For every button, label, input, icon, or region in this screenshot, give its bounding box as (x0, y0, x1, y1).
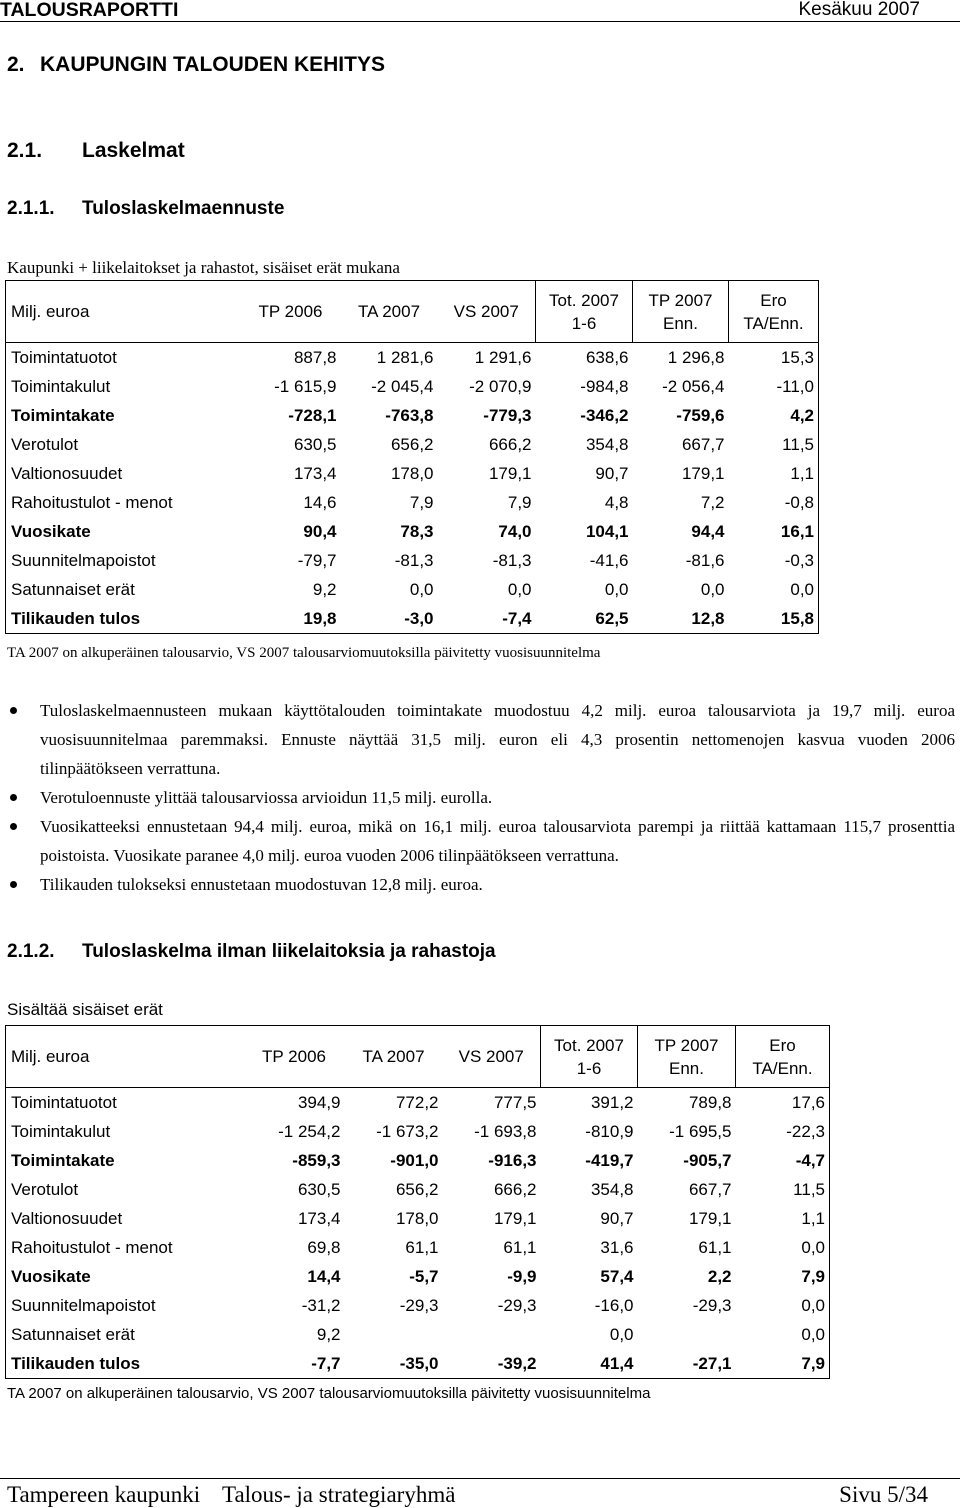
cell-value: 41,4 (600, 1354, 634, 1373)
cell-value: -29,3 (497, 1296, 537, 1315)
cell-value: 0,0 (609, 1325, 634, 1344)
table-row (6, 575, 819, 604)
cell-value: -3,0 (404, 609, 434, 628)
cell-value: 7,9 (801, 1267, 825, 1286)
report-title: TALOUSRAPORTTI (0, 0, 179, 21)
cell-value: 391,2 (590, 1093, 634, 1112)
cell-value: -81,6 (685, 551, 725, 570)
cell-value: -759,6 (676, 406, 725, 425)
table-row (6, 1117, 830, 1146)
cell-value: 667,7 (681, 435, 725, 454)
cell-value: 7,9 (409, 493, 434, 512)
cell-value: 178,0 (395, 1209, 439, 1228)
table-row (6, 1262, 830, 1291)
table-header-row (6, 281, 819, 343)
cell-value: 173,4 (297, 1209, 341, 1228)
cell-value: 0,0 (801, 1296, 825, 1315)
cell-value: -4,7 (795, 1151, 825, 1170)
column-header (736, 1026, 830, 1088)
section-title: KAUPUNGIN TALOUDEN KEHITYS (40, 53, 385, 76)
cell-value: -81,3 (492, 551, 532, 570)
cell-value: -901,0 (390, 1151, 439, 1170)
footer-unit: Talous- ja strategiaryhmä (222, 1482, 456, 1507)
cell-value: 7,9 (801, 1354, 825, 1373)
cell-value: 772,2 (395, 1093, 439, 1112)
cell-value: -9,9 (507, 1267, 537, 1286)
cell-value: 630,5 (293, 435, 337, 454)
cell-value: -2 045,4 (371, 377, 434, 396)
table-row (6, 1349, 830, 1379)
cell-value: -1 693,8 (474, 1122, 537, 1141)
row-label: Vuosikate (11, 522, 91, 541)
cell-value: -29,3 (399, 1296, 439, 1315)
forecast-heading-title: Tuloslaskelmaennuste (82, 198, 285, 219)
cell-value: 667,7 (688, 1180, 732, 1199)
cell-value: 15,3 (780, 348, 814, 367)
cell-value: 1 281,6 (376, 348, 434, 367)
cell-value: 1,1 (801, 1209, 825, 1228)
statement-table-caption: Sisältää sisäiset erät (7, 1000, 163, 1019)
cell-value: 666,2 (493, 1180, 537, 1199)
cell-value: 9,2 (312, 580, 337, 599)
cell-value: 656,2 (390, 435, 434, 454)
table-row (6, 1146, 830, 1175)
cell-value: -763,8 (385, 406, 434, 425)
cell-value: 78,3 (400, 522, 434, 541)
cell-value: 94,4 (691, 522, 725, 541)
column-header-line1: TA 2007 (362, 1047, 425, 1066)
column-header (638, 1026, 736, 1088)
cell-value: 0,0 (604, 580, 629, 599)
forecast-table-note: TA 2007 on alkuperäinen talousarvio, VS 2007 talousarviomuutoksilla päivitetty vuosisuunnitelma (7, 645, 601, 661)
row-label: Tilikauden tulos (11, 609, 141, 628)
table-row (6, 546, 819, 575)
column-header-line2: TA/Enn. (743, 313, 804, 333)
column-header-line2: 1-6 (576, 1058, 602, 1078)
table-row (6, 1204, 830, 1233)
column-header (729, 281, 819, 343)
cell-value: 11,5 (782, 435, 814, 454)
row-label: Suunnitelmapoistot (11, 551, 156, 570)
forecast-bullet-list (40, 696, 955, 899)
cell-value: -916,3 (488, 1151, 537, 1170)
cell-value: -2 056,4 (662, 377, 725, 396)
footer-page-number: Sivu 5/34 (839, 1482, 928, 1507)
cell-value: 4,2 (790, 406, 814, 425)
cell-value: -905,7 (683, 1151, 732, 1170)
bullet-item (40, 870, 955, 899)
bullet-icon (10, 823, 17, 830)
bullet-line: Verotuloennuste ylittää talousarviossa arvioidun 11,5 milj. eurolla. (40, 788, 493, 807)
cell-value: 887,8 (293, 348, 337, 367)
cell-value: -346,2 (580, 406, 629, 425)
row-label: Verotulot (11, 1180, 79, 1199)
row-label: Vuosikate (11, 1267, 91, 1286)
cell-value: 179,1 (488, 464, 532, 483)
cell-value: -79,7 (297, 551, 337, 570)
cell-value: 777,5 (493, 1093, 537, 1112)
cell-value: 15,8 (780, 609, 814, 628)
footer-organization: Tampereen kaupunki (7, 1482, 201, 1507)
column-header-line1: VS 2007 (453, 302, 519, 321)
column-header-line1: Tot. 2007 (554, 1035, 624, 1055)
cell-value: -1 615,9 (274, 377, 337, 396)
cell-value: -1 254,2 (278, 1122, 341, 1141)
row-label: Satunnaiset erät (11, 1325, 135, 1344)
bullet-item (40, 696, 955, 783)
cell-value: 0,0 (790, 580, 814, 599)
footer-divider (0, 1478, 960, 1479)
cell-value: -35,0 (399, 1354, 439, 1373)
cell-value: 17,6 (791, 1093, 825, 1112)
bullet-line: vuosisuunnitelmaa paremmaksi. Ennuste näyttää 31,5 milj. euron eli 4,3 prosentin nettomenojen kasvua vuoden 2006 (40, 730, 955, 749)
row-label: Toimintakulut (11, 377, 111, 396)
cell-value: 31,6 (600, 1238, 634, 1257)
statement-table-note: TA 2007 on alkuperäinen talousarvio, VS 2007 talousarviomuutoksilla päivitetty vuosisuunnitelma (7, 1385, 651, 1402)
column-header (341, 281, 438, 343)
cell-value: -16,0 (594, 1296, 634, 1315)
column-header (541, 1026, 638, 1088)
bullet-icon (10, 707, 17, 714)
row-label: Toimintakate (11, 1151, 115, 1170)
column-header-line2: TA/Enn. (752, 1058, 813, 1078)
cell-value: 0,0 (801, 1238, 825, 1257)
report-date: Kesäkuu 2007 (798, 0, 920, 20)
cell-value: -11,0 (776, 377, 814, 396)
column-header-line1: TP 2006 (262, 1047, 326, 1066)
column-header (536, 281, 633, 343)
row-label: Suunnitelmapoistot (11, 1296, 156, 1315)
cell-value: -7,7 (311, 1354, 341, 1373)
cell-value: 354,8 (585, 435, 629, 454)
cell-value: 12,8 (691, 609, 725, 628)
bullet-icon (10, 794, 17, 801)
cell-value: 179,1 (493, 1209, 537, 1228)
cell-value: 7,2 (700, 493, 725, 512)
cell-value: -27,1 (692, 1354, 732, 1373)
cell-value: -29,3 (692, 1296, 732, 1315)
row-label: Toimintatuotot (11, 1093, 117, 1112)
cell-value: 178,0 (390, 464, 434, 483)
row-label: Verotulot (11, 435, 79, 454)
cell-value: -728,1 (288, 406, 337, 425)
subsection-number: 2.1. (7, 139, 43, 162)
column-header-line1: Ero (760, 290, 787, 310)
cell-value: -779,3 (483, 406, 532, 425)
column-header (633, 281, 729, 343)
column-header-line1: TP 2006 (258, 302, 323, 321)
row-label: Valtionosuudet (11, 1209, 123, 1228)
cell-value: -2 070,9 (469, 377, 532, 396)
row-label: Toimintakate (11, 406, 115, 425)
cell-value: 90,4 (303, 522, 337, 541)
cell-value: -810,9 (585, 1122, 634, 1141)
forecast-heading-number: 2.1.1. (7, 198, 55, 219)
bullet-line: tilinpäätökseen verrattuna. (40, 759, 221, 778)
statement-table (5, 1025, 830, 1379)
cell-value: 14,6 (303, 493, 337, 512)
row-label: Tilikauden tulos (11, 1354, 141, 1373)
cell-value: 0,0 (409, 580, 434, 599)
table-row (6, 1291, 830, 1320)
bullet-line: Tuloslaskelmaennusteen mukaan käyttötalouden toimintakate muodostuu 4,2 milj. euroa talousarviota ja 19,7 milj. euroa (40, 701, 955, 720)
bullet-item (40, 783, 955, 812)
column-header-line1: TP 2007 (654, 1035, 719, 1055)
bullet-line: Vuosikatteeksi ennustetaan 94,4 milj. euroa, mikä on 16,1 milj. euroa talousarviota parempi ja riittää kattamaan 115,7 prosenttia (40, 817, 955, 836)
cell-value: 1 291,6 (474, 348, 532, 367)
column-header-line2: Enn. (663, 313, 698, 333)
bullet-icon (10, 881, 17, 888)
cell-value: 2,2 (707, 1267, 732, 1286)
row-label: Rahoitustulot - menot (11, 1238, 173, 1257)
cell-value: 789,8 (688, 1093, 732, 1112)
cell-value: 61,1 (405, 1238, 439, 1257)
cell-value: 14,4 (307, 1267, 341, 1286)
cell-value: -5,7 (409, 1267, 439, 1286)
column-header-line2: Enn. (669, 1058, 704, 1078)
cell-value: 630,5 (297, 1180, 341, 1199)
row-label: Toimintakulut (11, 1122, 111, 1141)
column-header-line1: VS 2007 (458, 1047, 524, 1066)
column-header-line1: Ero (769, 1035, 796, 1055)
table-row (6, 372, 819, 401)
cell-value: 7,9 (507, 493, 532, 512)
cell-value: -0,3 (784, 551, 814, 570)
cell-value: 74,0 (498, 522, 532, 541)
cell-value: 0,0 (801, 1325, 825, 1344)
cell-value: 16,1 (780, 522, 814, 541)
cell-value: -419,7 (585, 1151, 634, 1170)
table-header-row (6, 1026, 830, 1088)
cell-value: -31,2 (301, 1296, 341, 1315)
cell-value: 394,9 (297, 1093, 341, 1112)
cell-value: 1 296,8 (667, 348, 725, 367)
subsection-title: Laskelmat (82, 139, 185, 162)
cell-value: 9,2 (316, 1325, 341, 1344)
cell-value: 69,8 (307, 1238, 341, 1257)
bullet-line: poistoista. Vuosikate paranee 4,0 milj. euroa vuoden 2006 tilinpäätökseen verrattuna. (40, 846, 619, 865)
column-header (244, 1026, 345, 1088)
cell-value: 179,1 (681, 464, 725, 483)
table-row (6, 459, 819, 488)
cell-value: 62,5 (595, 609, 629, 628)
column-header (443, 1026, 541, 1088)
cell-value: 656,2 (395, 1180, 439, 1199)
statement-heading-title: Tuloslaskelma ilman liikelaitoksia ja rahastoja (82, 941, 496, 962)
cell-value: 61,1 (503, 1238, 537, 1257)
cell-value: -0,8 (784, 493, 814, 512)
cell-value: 11,5 (793, 1180, 825, 1199)
cell-value: 90,7 (595, 464, 629, 483)
table-row (6, 517, 819, 546)
cell-value: 1,1 (790, 464, 814, 483)
cell-value: 4,8 (604, 493, 629, 512)
cell-value: -7,4 (502, 609, 532, 628)
table-row (6, 488, 819, 517)
forecast-table-caption: Kaupunki + liikelaitokset ja rahastot, sisäiset erät mukana (7, 258, 400, 277)
table-row (6, 1088, 830, 1118)
column-header (241, 281, 341, 343)
bullet-line: Tilikauden tulokseksi ennustetaan muodostuvan 12,8 milj. euroa. (40, 875, 483, 894)
column-header (438, 281, 536, 343)
unit-label-header: Milj. euroa (6, 1026, 244, 1088)
table-row (6, 430, 819, 459)
cell-value: 354,8 (590, 1180, 634, 1199)
row-label: Rahoitustulot - menot (11, 493, 173, 512)
cell-value: -1 673,2 (376, 1122, 439, 1141)
cell-value: 0,0 (507, 580, 532, 599)
cell-value: -1 695,5 (669, 1122, 732, 1141)
table-row (6, 401, 819, 430)
cell-value: 90,7 (600, 1209, 634, 1228)
cell-value: -39,2 (497, 1354, 537, 1373)
cell-value: 173,4 (293, 464, 337, 483)
cell-value: -41,6 (589, 551, 629, 570)
cell-value (443, 1320, 541, 1349)
column-header-line1: TP 2007 (648, 290, 713, 310)
forecast-table (5, 280, 819, 634)
cell-value: -22,3 (786, 1122, 825, 1141)
cell-value (638, 1320, 736, 1349)
cell-value: 0,0 (700, 580, 725, 599)
table-row (6, 604, 819, 634)
bullet-item (40, 812, 955, 870)
column-header (345, 1026, 443, 1088)
cell-value: -984,8 (580, 377, 629, 396)
table-row (6, 1175, 830, 1204)
row-label: Toimintatuotot (11, 348, 117, 367)
cell-value: -859,3 (292, 1151, 341, 1170)
cell-value: -81,3 (394, 551, 434, 570)
cell-value: 104,1 (585, 522, 629, 541)
statement-heading-number: 2.1.2. (7, 941, 55, 962)
cell-value: 666,2 (488, 435, 532, 454)
column-header-line1: Tot. 2007 (549, 290, 619, 310)
column-header-line1: TA 2007 (357, 302, 421, 321)
column-header-line2: 1-6 (571, 313, 597, 333)
row-label: Valtionosuudet (11, 464, 123, 483)
table-row (6, 1320, 830, 1349)
cell-value: 638,6 (585, 348, 629, 367)
section-number: 2. (7, 53, 25, 76)
cell-value (345, 1320, 443, 1349)
cell-value: 57,4 (600, 1267, 634, 1286)
table-row (6, 1233, 830, 1262)
row-label: Satunnaiset erät (11, 580, 135, 599)
header-divider (0, 21, 960, 22)
cell-value: 19,8 (303, 609, 337, 628)
cell-value: 61,1 (698, 1238, 732, 1257)
unit-label-header: Milj. euroa (6, 281, 241, 343)
table-row (6, 343, 819, 373)
cell-value: 179,1 (688, 1209, 732, 1228)
